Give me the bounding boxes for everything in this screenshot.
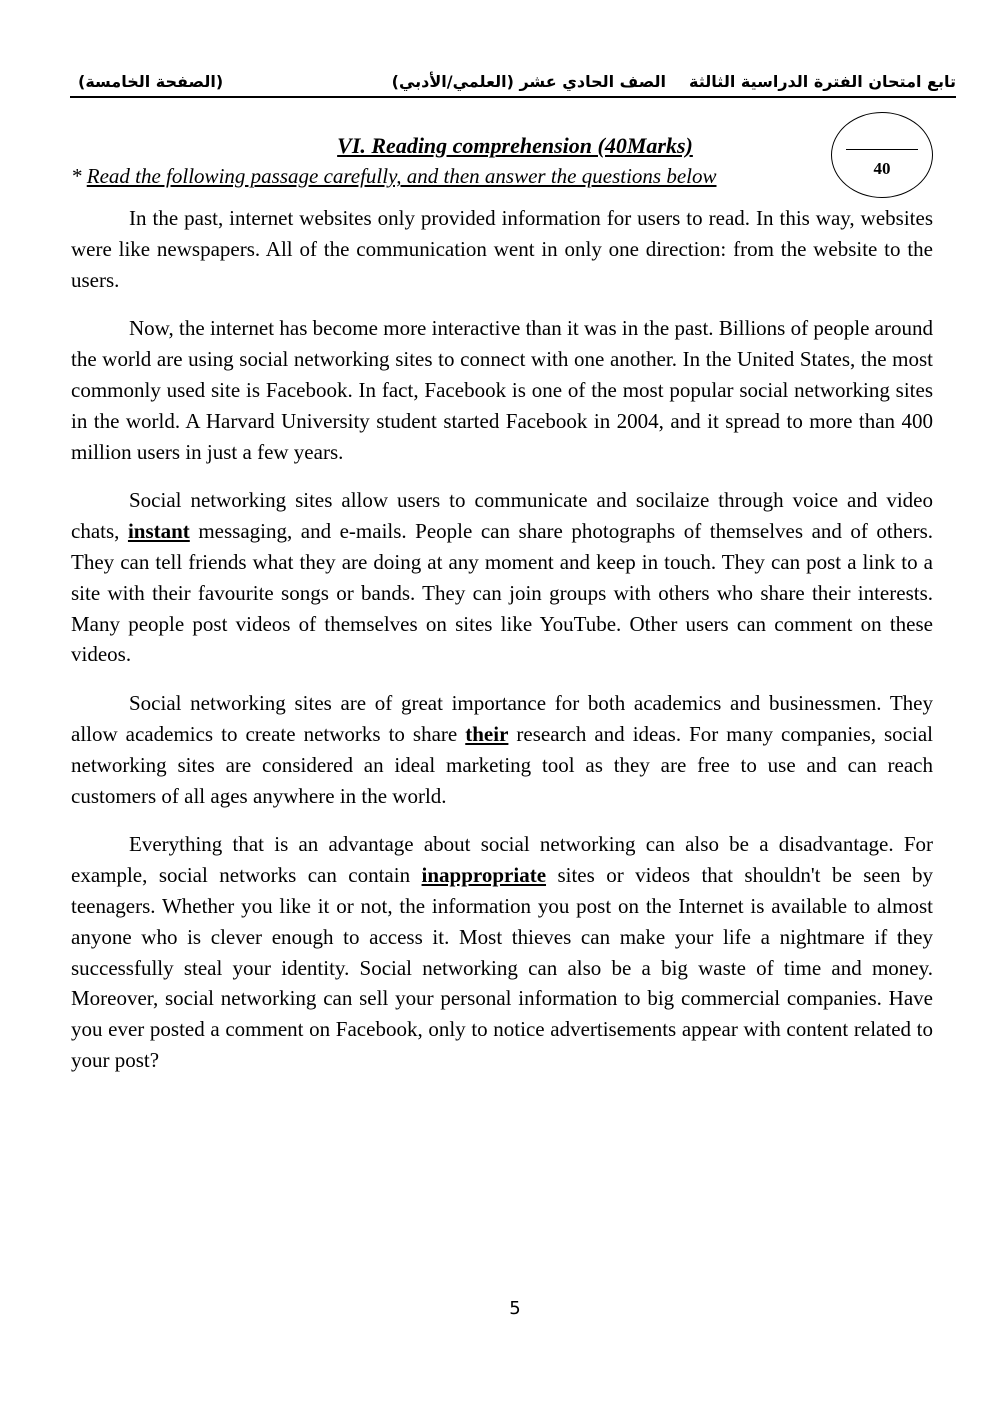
paragraph-5: Everything that is an advantage about social networking can also be a disadvantage. For example, social networks can contain inappropriate sites or videos that shouldn't be seen by teenagers. Whether you like it or not, the information you post on the Internet is available to almost anyone who is clever enough to access it. Most thieves can make your life a nightmare if they successfully steal your identity. Social networking can also be a big waste of time and money. Moreover, social networking can sell your personal information to big commercial companies. Have you ever posted a comment on Facebook, only to notice advertisements appear with content related to your post?	[71, 832, 933, 1072]
reading-passage	[71, 203, 933, 1094]
paragraph-2: Now, the internet has become more interactive than it was in the past. Billions of people around the world are using social networking sites to connect with one another. In the United States, the most commonly used site is Facebook. In fact, Facebook is one of the most popular social networking sites in the world. A Harvard University student started Facebook in 2004, and it spread to more than 400 million users in just a few years.	[71, 316, 933, 464]
paragraph-4: Social networking sites are of great importance for both academics and businessmen. They allow academics to create networks to share their research and ideas. For many companies, social networking sites are considered an ideal marketing tool as they are free to use and can reach customers of all ages anywhere in the world.	[71, 691, 933, 808]
section-title: VI. Reading comprehension (40Marks)	[337, 133, 693, 158]
highlighted-word: instant	[127, 519, 190, 544]
score-total: 40	[873, 159, 891, 178]
page-header	[70, 70, 956, 98]
highlighted-word: inappropriate	[421, 863, 547, 888]
page-number: 5	[509, 1298, 521, 1319]
grade-label: الصف الحادي عشر (العلمي/الأدبي)	[391, 72, 666, 91]
highlighted-word: their	[465, 721, 509, 746]
paragraph-3: Social networking sites allow users to communicate and socilaize through voice and video chats, instant messaging, and e-mails. People can share photographs of themselves and of others. They can tell friends what they are doing at any moment and keep in touch. They can post a link to a site with their favourite songs or bands. They can join groups with others who share their interests. Many people post videos of themselves on sites like YouTube. Other users can comment on these videos.	[71, 488, 933, 667]
page-label: (الصفحة الخامسة)	[78, 72, 224, 91]
paragraph-1: In the past, internet websites only provided information for users to read. In this way, websites were like newspapers. All of the communication went in only one direction: from the website to the users.	[71, 206, 933, 292]
instruction: * Read the following passage carefully, and then answer the questions below	[71, 164, 717, 188]
exam-title: تابع امتحان الفترة الدراسية الثالثة	[689, 72, 956, 91]
